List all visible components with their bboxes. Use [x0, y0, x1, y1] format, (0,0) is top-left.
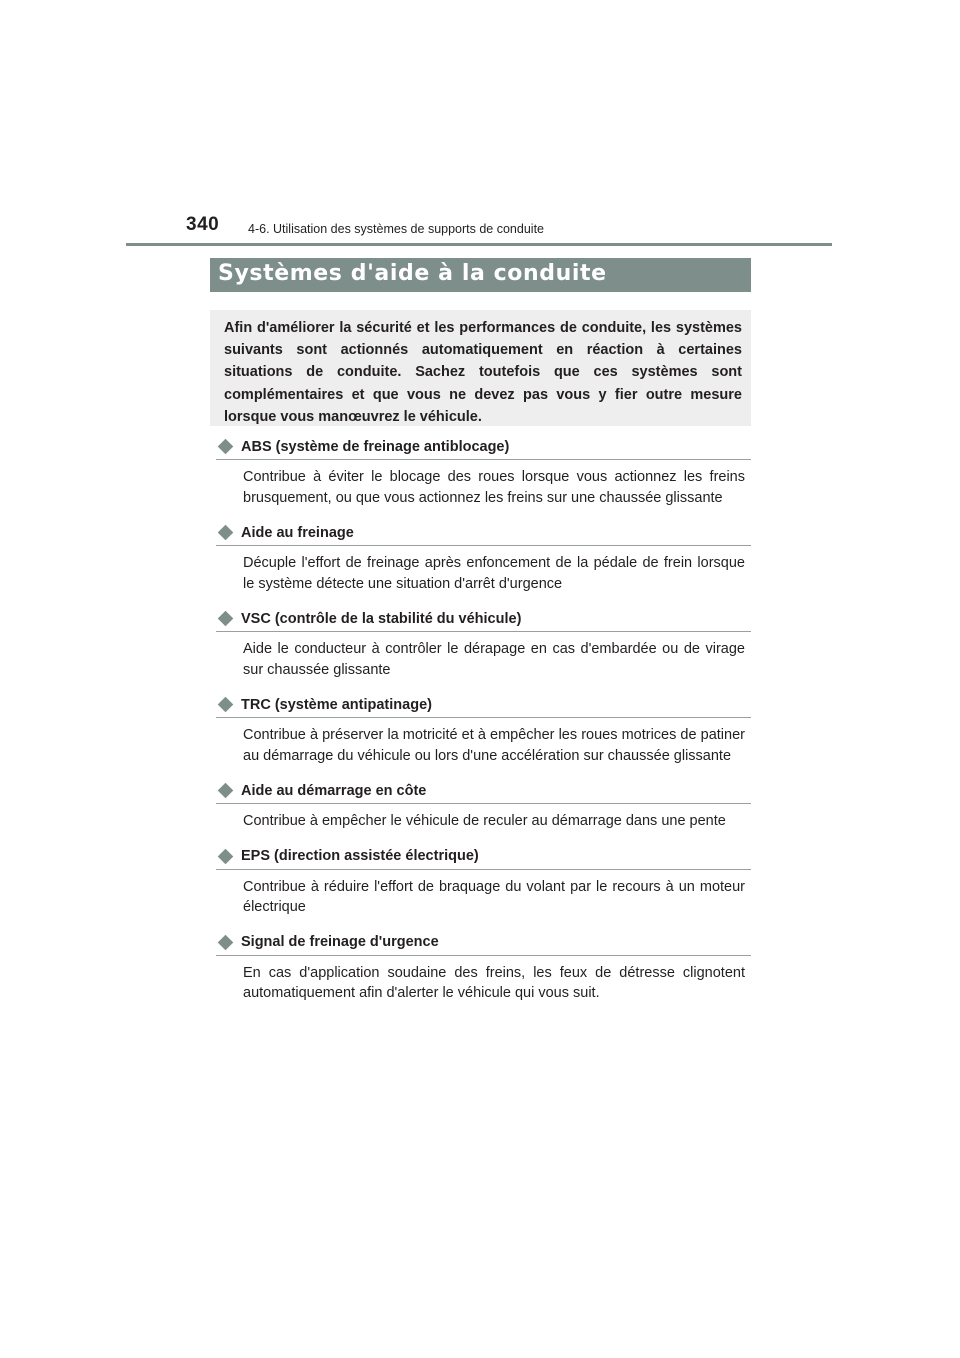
section-body: Contribue à réduire l'effort de braquage du volant par le recours à un moteur électrique [243, 878, 745, 915]
section-body: Contribue à éviter le blocage des roues lorsque vous actionnez les freins brusquement, ou que vous actionnez les freins sur une chaussée glissante [243, 469, 745, 506]
diamond-bullet-icon [218, 439, 234, 455]
section-title: Signal de freinage d'urgence [241, 934, 439, 950]
title-banner [210, 258, 751, 292]
section-heading [216, 780, 751, 804]
section-title: Aide au freinage [241, 524, 354, 541]
section-abs [216, 436, 751, 508]
diamond-bullet-icon [218, 783, 234, 799]
diamond-bullet-icon [218, 611, 234, 627]
section-vsc [216, 608, 751, 680]
diamond-bullet-icon [218, 848, 234, 864]
section-title: TRC (système antipatinage) [241, 696, 432, 713]
section-body: Contribue à préserver la motricité et à empêcher les roues motrices de patiner au démarrage du véhicule ou lors d'une accélération sur chaussée glissante [243, 727, 745, 764]
section-body: Aide le conducteur à contrôler le dérapage en cas d'embardée ou de virage sur chaussée glissante [243, 641, 745, 678]
section-heading [216, 846, 751, 870]
intro-box [210, 310, 751, 426]
section-emergency-brake-signal [216, 932, 751, 1004]
section-heading [216, 608, 751, 632]
page-title: Systèmes d'aide à la conduite [218, 261, 607, 286]
section-title: VSC (contrôle de la stabilité du véhicule) [241, 610, 522, 627]
section-heading [216, 522, 751, 546]
section-heading [216, 436, 751, 460]
section-brake-assist [216, 522, 751, 594]
section-title: Aide au démarrage en côte [241, 782, 427, 799]
section-title: EPS (direction assistée électrique) [241, 848, 479, 864]
diamond-bullet-icon [218, 697, 234, 713]
intro-text: Afin d'améliorer la sécurité et les performances de conduite, les systèmes suivants sont actionnés automatiquement en réaction à certaines situations de conduite. Sachez toutefois que ces systèmes sont complémentaires et que vous ne devez pas vous y fier outre mesure lorsque vous manœuvrez le véhicule. [224, 320, 742, 425]
section-title: ABS (système de freinage antiblocage) [241, 438, 510, 455]
running-header: 4-6. Utilisation des systèmes de supports de conduite [248, 222, 544, 236]
header-rule [126, 243, 832, 246]
section-body: Contribue à empêcher le véhicule de reculer au démarrage dans une pente [243, 813, 726, 829]
section-heading [216, 694, 751, 718]
section-heading [216, 932, 751, 956]
sections [216, 436, 751, 1004]
diamond-bullet-icon [218, 525, 234, 541]
section-body: En cas d'application soudaine des freins, les feux de détresse clignotent automatiquement afin d'alerter le véhicule qui vous suit. [243, 964, 745, 1001]
section-body: Décuple l'effort de freinage après enfoncement de la pédale de frein lorsque le système détecte une situation d'arrêt d'urgence [243, 555, 745, 592]
section-hill-start-assist [216, 780, 751, 832]
section-eps [216, 846, 751, 918]
page-number: 340 [186, 214, 220, 235]
diamond-bullet-icon [218, 934, 234, 950]
section-trc [216, 694, 751, 766]
